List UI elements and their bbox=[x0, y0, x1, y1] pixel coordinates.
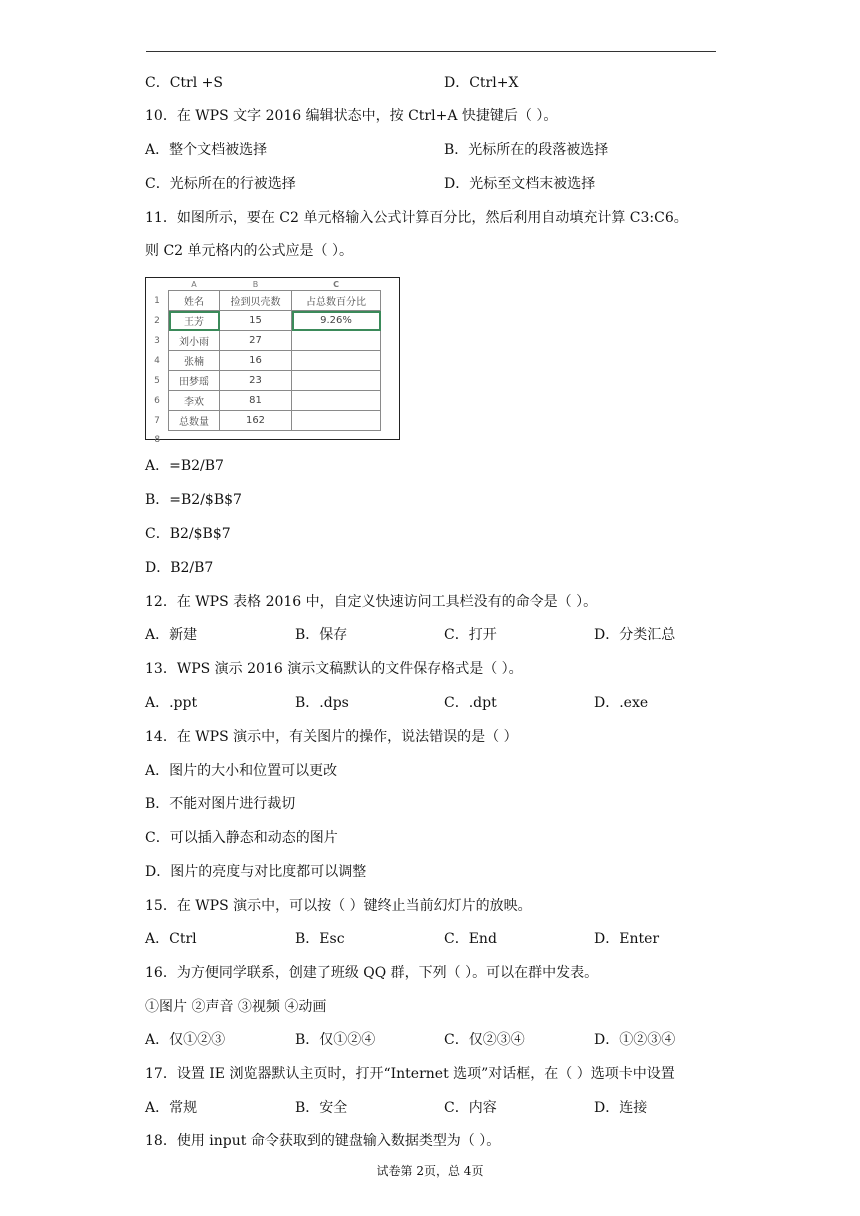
header-rule bbox=[146, 51, 716, 52]
q10-option-a: A．整个文档被选择 bbox=[145, 142, 268, 158]
q11-option-d: D．B2/B7 bbox=[145, 560, 214, 576]
q16-option-c: C．仅②③④ bbox=[444, 1032, 525, 1048]
q17-option-c: C．内容 bbox=[444, 1100, 497, 1116]
q13-option-b: B．.dps bbox=[295, 695, 349, 711]
row-number: 4 bbox=[154, 355, 160, 366]
sheet-cell bbox=[292, 391, 381, 411]
q15-stem: 15．在 WPS 演示中，可以按（ ）键终止当前幻灯片的放映。 bbox=[145, 898, 532, 914]
row-number: 8 bbox=[154, 435, 161, 446]
sheet-cell: 81 bbox=[220, 391, 292, 411]
sheet-cell: 姓名 bbox=[169, 291, 220, 311]
sheet-cell: 27 bbox=[220, 331, 292, 351]
spreadsheet-figure bbox=[145, 277, 400, 446]
sheet-cell: 23 bbox=[220, 371, 292, 391]
q11-option-c: C．B2/$B$7 bbox=[145, 526, 231, 542]
q10-option-c: C．光标所在的行被选择 bbox=[145, 176, 296, 192]
row-number: 5 bbox=[154, 375, 160, 386]
row-number: 7 bbox=[154, 415, 160, 426]
q12-stem: 12．在 WPS 表格 2016 中，自定义快速访问工具栏没有的命令是（ ）。 bbox=[145, 594, 598, 610]
q13-stem: 13．WPS 演示 2016 演示文稿默认的文件保存格式是（ ）。 bbox=[145, 661, 523, 677]
q14-option-d: D．图片的亮度与对比度都可以调整 bbox=[145, 864, 367, 880]
sheet-cell: 李欢 bbox=[169, 391, 220, 411]
sheet-cell: 16 bbox=[220, 351, 292, 371]
q16-option-b: B．仅①②④ bbox=[295, 1032, 376, 1048]
sheet-cell: 张楠 bbox=[169, 351, 220, 371]
q16-statements: ①图片 ②声音 ③视频 ④动画 bbox=[145, 999, 327, 1015]
q18-stem: 18．使用 input 命令获取到的键盘输入数据类型为（ ）。 bbox=[145, 1133, 501, 1149]
row-number: 6 bbox=[154, 395, 160, 406]
q15-option-d: D．Enter bbox=[594, 931, 660, 947]
q11-stem-1: 11．如图所示，要在 C2 单元格输入公式计算百分比，然后利用自动填充计算 C3:C6。 bbox=[145, 210, 688, 226]
q14-option-c: C．可以插入静态和动态的图片 bbox=[145, 830, 338, 846]
q15-option-c: C．End bbox=[444, 931, 497, 947]
sheet-cell: 总数量 bbox=[169, 411, 220, 431]
selected-cell-c2: 9.26% bbox=[292, 311, 381, 331]
sheet-row bbox=[146, 291, 381, 311]
sheet-cell bbox=[292, 331, 381, 351]
column-header-a: A bbox=[191, 279, 197, 289]
q17-option-a: A．常规 bbox=[145, 1100, 198, 1116]
sheet-cell: 15 bbox=[220, 311, 292, 331]
q17-option-d: D．连接 bbox=[594, 1100, 648, 1116]
sheet-cell: 捡到贝壳数 bbox=[220, 291, 292, 311]
q13-option-d: D．.exe bbox=[594, 695, 649, 711]
q12-option-b: B．保存 bbox=[295, 627, 348, 643]
q12-option-a: A．新建 bbox=[145, 627, 198, 643]
q11-option-b: B．=B2/$B$7 bbox=[145, 492, 242, 508]
q14-stem: 14．在 WPS 演示中，有关图片的操作，说法错误的是（ ） bbox=[145, 729, 518, 745]
sheet-cell: 占总数百分比 bbox=[292, 291, 381, 311]
sheet-row bbox=[146, 351, 381, 371]
column-header-b: B bbox=[252, 279, 259, 289]
sheet-cell: 刘小雨 bbox=[169, 331, 220, 351]
sheet-row bbox=[146, 411, 381, 431]
q15-option-a: A．Ctrl bbox=[145, 931, 197, 947]
sheet-cell: 田梦瑶 bbox=[169, 371, 220, 391]
row-number: 1 bbox=[154, 295, 160, 306]
q17-option-b: B．安全 bbox=[295, 1100, 348, 1116]
sheet-row bbox=[146, 431, 381, 451]
sheet-cell: 王芳 bbox=[169, 311, 220, 331]
q10-stem: 10．在 WPS 文字 2016 编辑状态中，按 Ctrl+A 快捷键后（ ）。 bbox=[145, 108, 558, 124]
page-footer: 试卷第 2页，总 4页 bbox=[376, 1164, 484, 1178]
sheet-cell bbox=[292, 411, 381, 431]
q13-option-c: C．.dpt bbox=[444, 695, 497, 711]
q14-option-a: A．图片的大小和位置可以更改 bbox=[145, 763, 338, 779]
q12-option-d: D．分类汇总 bbox=[594, 627, 676, 643]
q9-option-d: D．Ctrl+X bbox=[444, 75, 519, 91]
sheet-cell: 162 bbox=[220, 411, 292, 431]
sheet-row bbox=[146, 311, 381, 331]
row-number: 2 bbox=[154, 315, 160, 326]
q17-stem: 17．设置 IE 浏览器默认主页时，打开“Internet 选项”对话框，在（ ）选项卡中设置 bbox=[145, 1066, 675, 1082]
sheet-cell bbox=[292, 371, 381, 391]
row-number: 3 bbox=[154, 335, 160, 346]
q10-option-b: B．光标所在的段落被选择 bbox=[444, 142, 609, 158]
q16-option-d: D．①②③④ bbox=[594, 1032, 676, 1048]
q11-stem-2: 则 C2 单元格内的公式应是（ ）。 bbox=[145, 243, 353, 259]
sheet-row bbox=[146, 331, 381, 351]
q11-option-a: A．=B2/B7 bbox=[145, 458, 224, 474]
column-header-row bbox=[146, 278, 381, 291]
q13-option-a: A．.ppt bbox=[145, 695, 198, 711]
q15-option-b: B．Esc bbox=[295, 931, 345, 947]
column-header-c: C bbox=[333, 279, 339, 289]
q9-option-c: C．Ctrl +S bbox=[145, 75, 223, 91]
q16-stem: 16．为方便同学联系，创建了班级 QQ 群，下列（ ）。可以在群中发表。 bbox=[145, 965, 599, 981]
q10-option-d: D．光标至文档末被选择 bbox=[444, 176, 596, 192]
q14-option-b: B．不能对图片进行裁切 bbox=[145, 796, 296, 812]
sheet-row bbox=[146, 371, 381, 391]
q16-option-a: A．仅①②③ bbox=[145, 1032, 226, 1048]
sheet-row bbox=[146, 391, 381, 411]
q12-option-c: C．打开 bbox=[444, 627, 497, 643]
sheet-cell bbox=[292, 351, 381, 371]
